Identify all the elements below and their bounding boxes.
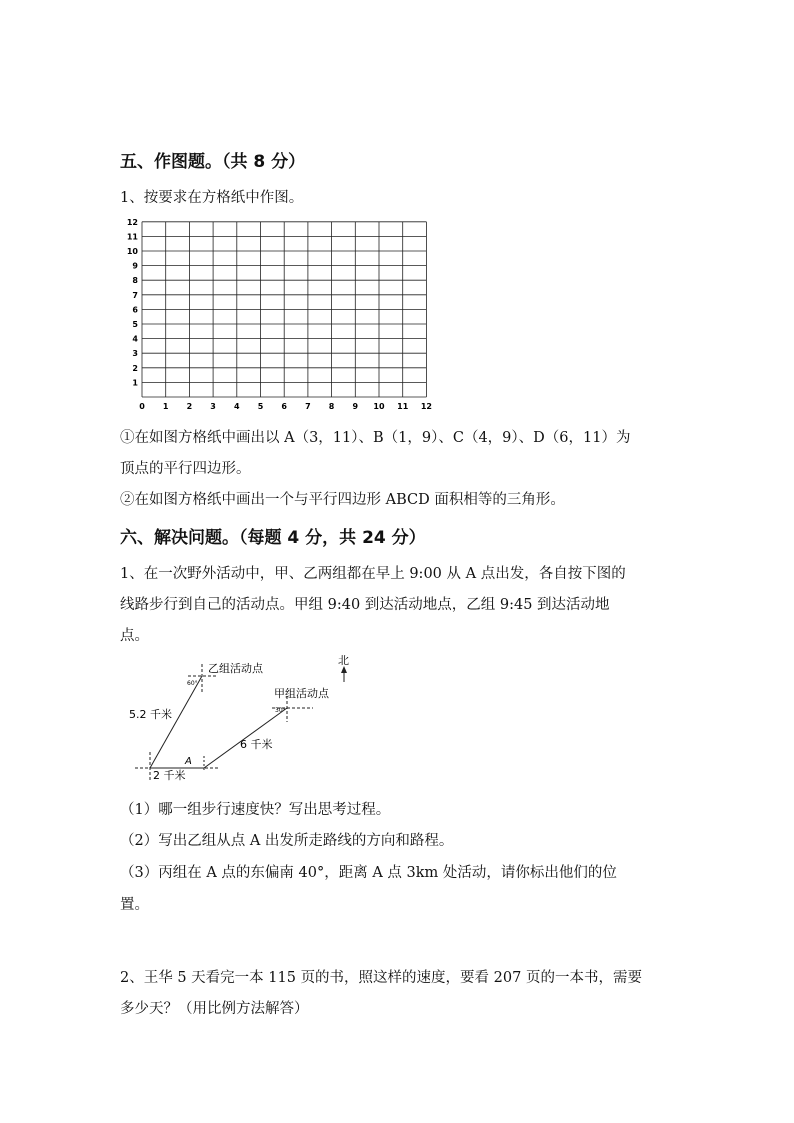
- jia-route-length: 6 千米: [240, 738, 273, 751]
- problem-2-line-2: 多少天？（用比例方法解答）: [120, 1001, 309, 1017]
- sub-question-2: （2）写出乙组从点 A 出发所走路线的方向和路程。: [120, 833, 454, 849]
- coordinate-grid: [120, 212, 440, 417]
- yi-point-label: 乙组活动点: [208, 662, 263, 675]
- x-tick-label: 11: [397, 402, 409, 411]
- y-tick-label: 2: [132, 363, 138, 373]
- x-tick-label: 5: [257, 402, 264, 411]
- x-tick-label: 4: [234, 402, 240, 411]
- question-1-prompt: 1、按要求在方格纸中作图。: [120, 190, 304, 206]
- north-label: 北: [338, 654, 349, 667]
- x-tick-label: 6: [281, 402, 287, 411]
- base-route-length: 2 千米: [153, 769, 186, 782]
- x-tick-label: 10: [373, 402, 385, 411]
- task-1-line-2: 顶点的平行四边形。: [120, 461, 251, 477]
- section6-heading: 六、解决问题。（每题 4 分，共 24 分）: [120, 528, 426, 548]
- x-tick-label: 9: [352, 402, 359, 411]
- x-tick-label: 0: [139, 402, 145, 411]
- y-tick-label: 3: [132, 349, 138, 359]
- yi-route-line: [150, 676, 202, 768]
- problem-1-line-1: 1、在一次野外活动中，甲、乙两组都在早上 9:00 从 A 点出发，各自按下图的: [120, 566, 626, 582]
- x-tick-label: 12: [420, 402, 432, 411]
- y-tick-label: 1: [132, 378, 138, 388]
- problem-2-line-1: 2、王华 5 天看完一本 115 页的书，照这样的速度，要看 207 页的一本书，需要: [120, 970, 642, 986]
- jia-angle-label: 30°: [275, 707, 286, 714]
- sub-question-3-line-2: 置。: [120, 897, 149, 913]
- y-tick-label: 11: [126, 232, 138, 242]
- y-tick-label: 6: [132, 305, 138, 315]
- y-tick-label: 5: [132, 320, 138, 329]
- y-tick-label: 7: [132, 290, 138, 300]
- x-tick-label: 3: [210, 402, 216, 411]
- y-tick-label: 12: [126, 217, 138, 227]
- north-arrow-icon: [341, 666, 347, 673]
- yi-route-length: 5.2 千米: [129, 708, 172, 721]
- x-tick-label: 1: [162, 402, 169, 411]
- section5-heading: 五、作图题。（共 8 分）: [120, 152, 306, 172]
- yi-angle-label: 60°: [187, 680, 198, 687]
- task-2: ②在如图方格纸中画出一个与平行四边形 ABCD 面积相等的三角形。: [120, 492, 565, 508]
- problem-1-line-3: 点。: [120, 628, 149, 644]
- y-tick-label: 4: [132, 334, 138, 344]
- y-tick-label: 8: [132, 276, 138, 286]
- x-tick-label: 8: [328, 402, 335, 411]
- y-tick-label: 10: [126, 247, 138, 256]
- sub-question-1: （1）哪一组步行速度快？写出思考过程。: [120, 802, 391, 818]
- problem-1-line-2: 线路步行到自己的活动点。甲组 9:40 到达活动地点，乙组 9:45 到达活动地: [120, 597, 610, 613]
- sub-question-3-line-1: （3）丙组在 A 点的东偏南 40°，距离 A 点 3km 处活动，请你标出他们的位: [120, 865, 617, 881]
- route-map: [120, 652, 380, 787]
- x-tick-label: 2: [186, 402, 193, 411]
- point-a-label: A: [185, 756, 192, 767]
- task-1-line-1: ①在如图方格纸中画出以 A（3，11）、B（1，9）、C（4，9）、D（6，11）为: [120, 430, 631, 446]
- x-tick-label: 7: [305, 402, 311, 411]
- jia-point-label: 甲组活动点: [274, 687, 329, 700]
- y-tick-label: 9: [132, 261, 138, 271]
